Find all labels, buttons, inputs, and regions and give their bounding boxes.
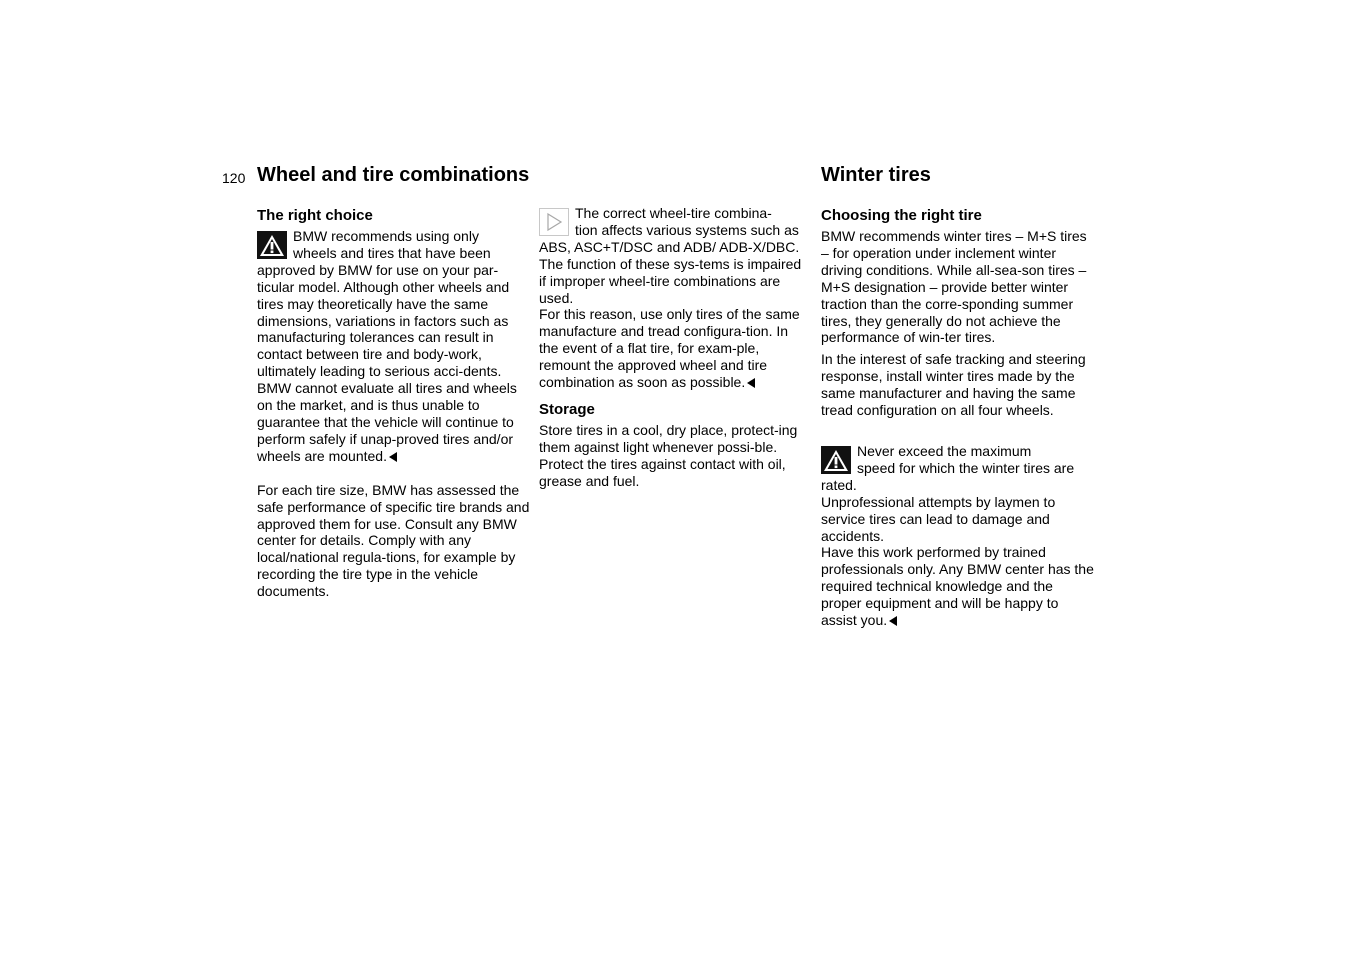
end-of-section-icon (747, 378, 755, 388)
note-arrow-icon (539, 208, 569, 236)
column-middle (539, 205, 811, 490)
warning-text: approved by BMW for use on your par-ticular model. Although other wheels and tires may theoretically have the same dimensions, variations in factors such as manufacturing tolerances can result in contact between tire and body-work, ultimately leading to serious acci-dents. BMW cannot evaluate all tires and wheels on the market, and is thus unable to guarantee that the vehicle will continue to perform safely if unap-proved tires and/or wheels are mounted. (257, 261, 517, 464)
subheading-storage: Storage (539, 400, 595, 418)
end-of-section-icon (889, 616, 897, 626)
section-title-wheel-tire: Wheel and tire combinations (257, 164, 530, 186)
warning-line-1: BMW recommends using only (293, 228, 479, 244)
note-line-2: tion affects various systems such (575, 221, 781, 238)
subheading-choosing-tire: Choosing the right tire (821, 207, 982, 224)
warning-notice-right-choice (257, 228, 533, 465)
paragraph-winter-recommendation: BMW recommends winter tires – M+S tires – for operation under inclement winter driving conditions. While all-sea-son tires – M+S designation – provide better winter traction than the corre-sponding summer tires, they generally do not achieve the performance of win-ter tires. (821, 228, 1087, 346)
paragraph-tire-assessment: For each tire size, BMW has assessed the safe performance of specific tire brands and approved them for use. Consult any BMW center for details. Comply with any local/national regula-tions, for example by recording the tire type in the vehicle documents. (257, 481, 530, 600)
note-text: as ABS, ASC+T/DSC and ADB/ ADB-X/DBC. The function of these sys-tems is impaired if improper wheel-tire combinations are used. (539, 221, 802, 306)
paragraph-storage: Store tires in a cool, dry place, protect-ing them against light whenever possi-ble. Protect the tires against contact with oil, grease and fuel. (539, 421, 798, 489)
winter-warning-text: are rated. (821, 459, 1075, 493)
end-of-section-icon (389, 452, 397, 462)
warning-notice-winter (821, 443, 1096, 629)
paragraph-safe-tracking: In the interest of safe tracking and steering response, install winter tires made by the same manufacturer and having the same tread configuration on all four wheels. (821, 351, 1086, 419)
section-title-winter-tires: Winter tires (821, 164, 931, 186)
note-text-2: For this reason, use only tires of the same manufacture and tread configura-tion. In the event of a flat tire, for exam-ple, remount the approved wheel and tire combination as soon as possible. (539, 306, 800, 391)
subheading-right-choice: The right choice (257, 207, 373, 224)
warning-triangle-icon (257, 231, 287, 259)
warning-line-2: wheels and tires that have been (293, 244, 491, 261)
page-number: 120 (222, 170, 246, 186)
note-line-1: The correct wheel-tire combina- (575, 205, 772, 221)
warning-triangle-icon (821, 446, 851, 474)
winter-warning-text-2: Unprofessional attempts by laymen to service tires can lead to damage and accidents. (821, 493, 1056, 544)
winter-warning-line-2: speed for which the winter tires (857, 459, 1050, 476)
winter-warning-line-1: Never exceed the maximum (857, 442, 1032, 459)
column-right (821, 205, 1096, 629)
winter-warning-text-3: Have this work performed by trained professionals only. Any BMW center has the required technical knowledge and the proper equipment and will be happy to assist you. (821, 544, 1094, 629)
column-left (257, 205, 533, 600)
note-wheel-tire-combination (539, 205, 811, 391)
